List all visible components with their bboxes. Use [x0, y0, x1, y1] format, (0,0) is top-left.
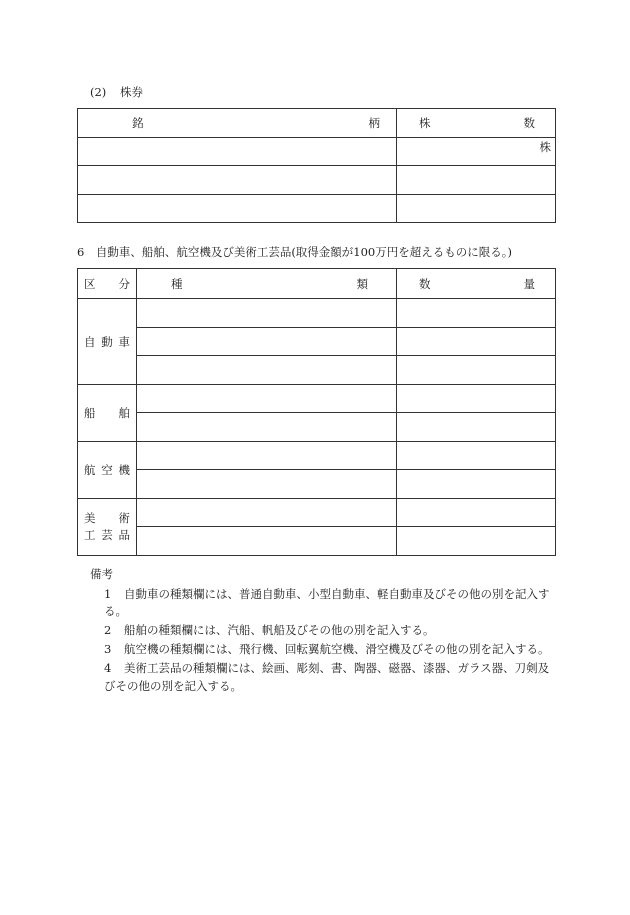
stocks-meigara-cell[interactable]: [78, 138, 397, 166]
table-row: [78, 499, 556, 527]
note-1-cont: る。: [104, 604, 127, 618]
section6-heading: 6 自動車、船舶、航空機及び美術工芸品(取得金額が100万円を超えるものに限る。): [77, 245, 512, 259]
table-row: [78, 356, 556, 385]
shurui-cell[interactable]: [137, 356, 397, 385]
stocks-header-kabusu: 株 数: [397, 109, 556, 138]
suryo-cell[interactable]: [397, 527, 556, 556]
table-row: [78, 195, 556, 223]
suryo-cell[interactable]: [397, 385, 556, 413]
stocks-kabusu-cell[interactable]: [397, 166, 556, 195]
note-4: 4 美術工芸品の種類欄には、絵画、彫刻、書、陶器、磁器、漆器、ガラス器、刀剣及: [104, 661, 550, 675]
note-1: 1 自動車の種類欄には、普通自動車、小型自動車、軽自動車及びその他の別を記入す: [104, 587, 550, 601]
group-label-kokuki: 航 空 機: [78, 442, 137, 499]
suryo-cell[interactable]: [397, 499, 556, 527]
shurui-cell[interactable]: [137, 499, 397, 527]
table-row: [78, 527, 556, 556]
assets-table: [77, 268, 556, 556]
notes-title: 備考: [90, 567, 113, 581]
suryo-cell[interactable]: [397, 328, 556, 356]
stocks-header-meigara: 銘 柄: [78, 109, 397, 138]
group-label-bijutsu: 美 術 工 芸 品: [78, 499, 137, 556]
table-row: [78, 328, 556, 356]
stocks-meigara-cell[interactable]: [78, 195, 397, 223]
assets-header-row: [78, 269, 556, 299]
table-row: [78, 470, 556, 499]
stocks-kabusu-cell[interactable]: [397, 195, 556, 223]
shurui-cell[interactable]: [137, 413, 397, 442]
shurui-cell[interactable]: [137, 328, 397, 356]
assets-header-kubun: 区 分: [78, 269, 137, 299]
group-label-senpaku: 船 舶: [78, 385, 137, 442]
section2-heading-text: 株券: [119, 85, 143, 99]
suryo-cell[interactable]: [397, 442, 556, 470]
section2-heading: [90, 84, 143, 100]
assets-header-shurui: 種 類: [137, 269, 397, 299]
shurui-cell[interactable]: [137, 385, 397, 413]
table-row: [78, 413, 556, 442]
stocks-header-row: [78, 109, 556, 138]
table-row: [78, 138, 556, 166]
shurui-cell[interactable]: [137, 527, 397, 556]
table-row: [78, 442, 556, 470]
stocks-table: [77, 108, 556, 223]
suryo-cell[interactable]: [397, 356, 556, 385]
section2-heading-num: (2): [90, 85, 107, 99]
note-4-cont: びその他の別を記入する。: [104, 679, 242, 693]
shurui-cell[interactable]: [137, 299, 397, 328]
stocks-unit-label: 株: [539, 140, 551, 154]
group-label-jidosha: 自 動 車: [78, 299, 137, 385]
suryo-cell[interactable]: [397, 299, 556, 328]
table-row: [78, 166, 556, 195]
table-row: [78, 299, 556, 328]
suryo-cell[interactable]: [397, 413, 556, 442]
suryo-cell[interactable]: [397, 470, 556, 499]
stocks-kabusu-cell[interactable]: [397, 138, 556, 166]
note-2: 2 船舶の種類欄には、汽船、帆船及びその他の別を記入する。: [104, 623, 435, 637]
stocks-meigara-cell[interactable]: [78, 166, 397, 195]
shurui-cell[interactable]: [137, 470, 397, 499]
assets-header-suryo: 数 量: [397, 269, 556, 299]
table-row: [78, 385, 556, 413]
note-3: 3 航空機の種類欄には、飛行機、回転翼航空機、滑空機及びその他の別を記入する。: [104, 642, 550, 656]
shurui-cell[interactable]: [137, 442, 397, 470]
